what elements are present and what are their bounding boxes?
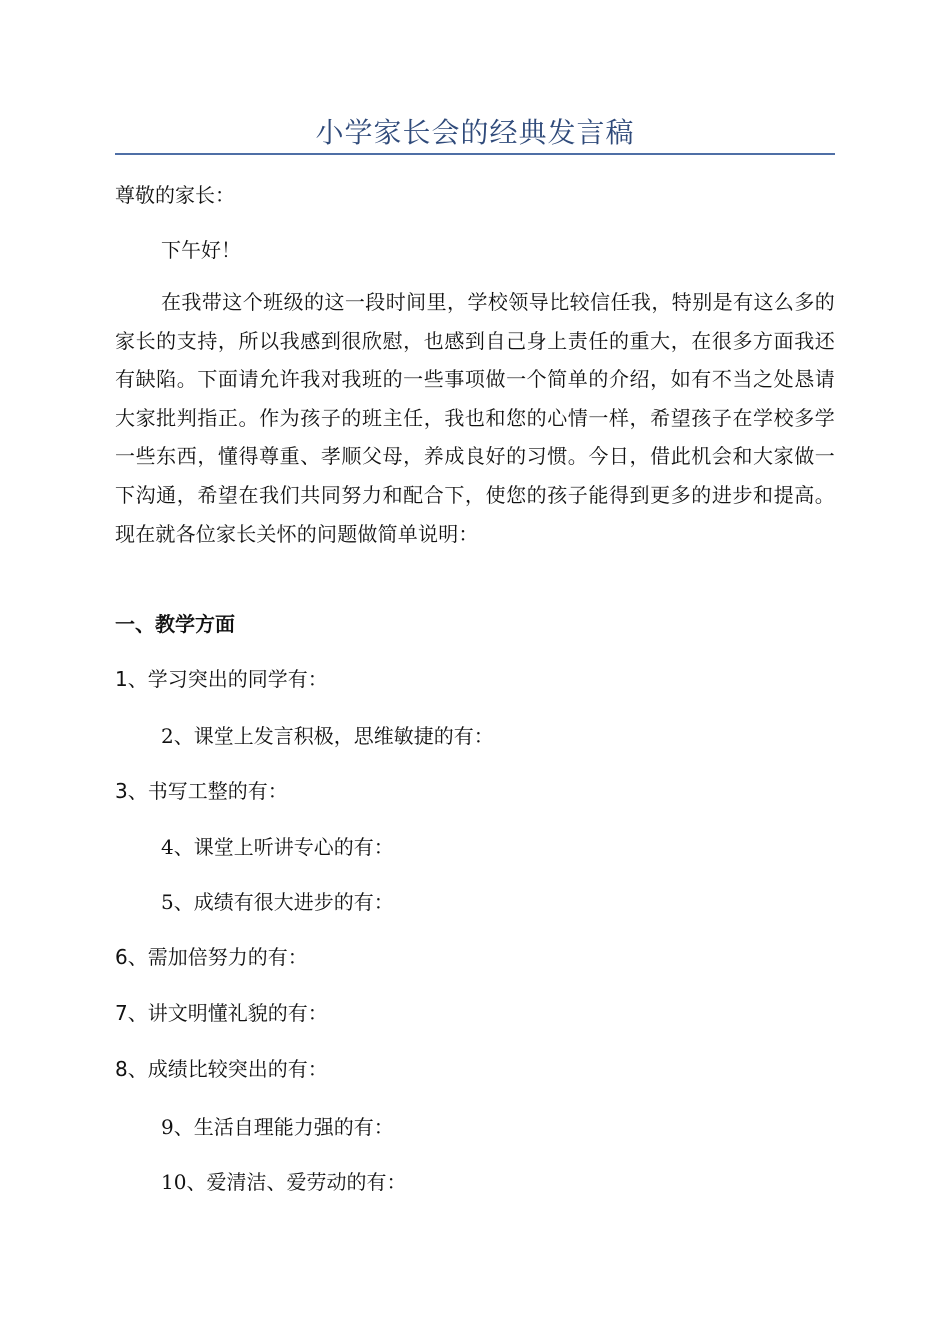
salutation: 下午好！ [161, 238, 241, 262]
document-title: 小学家长会的经典发言稿 [315, 116, 635, 149]
item-text: 、爱清洁、爱劳动的有： [186, 1170, 407, 1194]
item-text: 、学习突出的同学有： [127, 667, 328, 691]
item-number: 6 [115, 945, 128, 969]
item-number: 5 [161, 890, 174, 914]
item-text: 、生活自理能力强的有： [173, 1115, 394, 1139]
item-number: 10 [161, 1170, 187, 1194]
list-item [115, 999, 835, 1027]
list-item [161, 722, 881, 750]
item-text: 、课堂上听讲专心的有： [173, 835, 394, 859]
item-number: 8 [115, 1057, 128, 1081]
list-item [161, 833, 881, 861]
list-item [115, 665, 835, 693]
list-item [115, 777, 835, 805]
item-text: 、讲文明懂礼貌的有： [127, 1001, 328, 1025]
item-text: 、成绩有很大进步的有： [173, 890, 394, 914]
item-number: 3 [115, 779, 128, 803]
item-text: 、课堂上发言积极，思维敏捷的有： [173, 724, 494, 748]
item-number: 1 [115, 667, 128, 691]
item-number: 2 [161, 724, 174, 748]
list-item [161, 888, 881, 916]
list-item [115, 1055, 835, 1083]
list-item [161, 1113, 881, 1141]
list-item [115, 943, 835, 971]
item-number: 7 [115, 1001, 128, 1025]
list-item [161, 1168, 881, 1196]
section-heading-teaching: 一、教学方面 [115, 612, 235, 636]
title-underline [115, 153, 835, 155]
item-number: 9 [161, 1115, 174, 1139]
greeting: 尊敬的家长： [115, 183, 235, 207]
item-text: 、需加倍努力的有： [127, 945, 308, 969]
item-text: 、书写工整的有： [127, 779, 288, 803]
item-text: 、成绩比较突出的有： [127, 1057, 328, 1081]
item-number: 4 [161, 835, 174, 859]
intro-paragraph: 在我带这个班级的这一段时间里，学校领导比较信任我，特别是有这么多的家长的支持，所以我感到很欣慰，也感到自己身上责任的重大，在很多方面我还有缺陷。下面请允许我对我班的一些事项做一个简单的介绍，如有不当之处恳请大家批判指正。作为孩子的班主任，我也和您的心情一样，希望孩子在学校多学一些东西，懂得尊重、孝顺父母，养成良好的习惯。今日，借此机会和大家做一下沟通，希望在我们共同努力和配合下，使您的孩子能得到更多的进步和提高。现在就各位家长关怀的问题做简单说明： [115, 290, 835, 546]
